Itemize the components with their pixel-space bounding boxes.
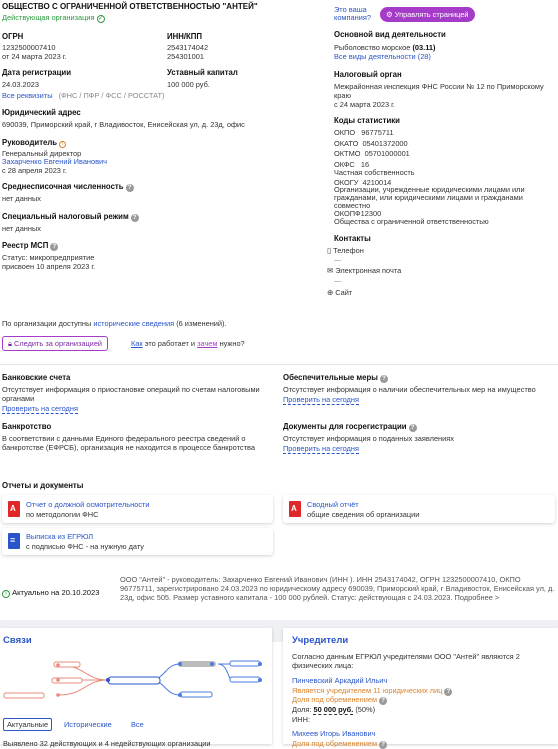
links-title: Связи <box>3 635 32 646</box>
tax-mode-label-text: Специальный налоговый режим <box>2 212 129 221</box>
company-status <box>2 13 105 23</box>
links-panel <box>0 628 272 748</box>
inn-label: ИНН/КПП <box>167 32 202 41</box>
info-icon: i <box>2 590 10 598</box>
question-icon[interactable]: ? <box>379 697 387 705</box>
sec-check-link[interactable]: Проверить на сегодня <box>283 395 359 404</box>
head-name-link[interactable]: Захарченко Евгений Иванович <box>2 157 108 166</box>
reg-label: Дата регистрации <box>2 68 71 77</box>
actual-label <box>2 588 99 598</box>
question-icon[interactable]: ? <box>444 688 452 696</box>
report-title[interactable]: Сводный отчёт <box>307 500 359 509</box>
ogrn-label: ОГРН <box>2 32 24 41</box>
question-icon[interactable]: ? <box>131 214 139 222</box>
sec-text: Отсутствует информация о наличии обеспечительных мер на имущество <box>283 385 536 394</box>
okpo: ОКПО 96775711 <box>334 128 394 137</box>
report-sub: с подписью ФНС - на нужную дату <box>26 542 144 551</box>
report-card-diligence[interactable] <box>2 495 273 523</box>
activity-value <box>334 43 435 52</box>
all-requisites-link[interactable]: Все реквизиты <box>2 91 53 100</box>
actual-summary <box>120 575 556 602</box>
phone-value: — <box>334 255 342 264</box>
capital-label: Уставный капитал <box>167 68 238 77</box>
phone-icon: ▯ <box>327 246 332 255</box>
okfs: ОКФС 16 <box>334 160 370 169</box>
tax-mode-value: нет данных <box>2 224 41 233</box>
bankr-title: Банкротство <box>2 422 52 431</box>
okato: ОКАТО 05401372000 <box>334 139 408 148</box>
founder-name-link[interactable]: Пинчевский Аркадий Ильич <box>292 676 388 685</box>
founder-encumbrance <box>292 739 387 749</box>
company-title: ОБЩЕСТВО С ОГРАНИЧЕННОЙ ОТВЕТСТВЕННОСТЬЮ "АНТЕЙ" <box>2 2 258 11</box>
check-icon: ✓ <box>98 16 104 22</box>
okfs-desc: Частная собственность <box>334 168 415 177</box>
tax-body: Межрайонная инспекция ФНС России № 12 по Приморскому краю <box>334 82 544 100</box>
msp-status: Статус: микропредприятие <box>2 253 95 262</box>
all-requisites <box>2 91 165 100</box>
share-value: 50 000 руб. <box>313 705 354 714</box>
avg-label <box>2 182 134 192</box>
sec-title <box>283 373 388 383</box>
phone-row <box>327 246 364 255</box>
pdf-icon <box>8 501 20 517</box>
more-link[interactable]: Подробнее > <box>454 593 500 602</box>
sec-title-text: Обеспечительные меры <box>283 373 378 382</box>
question-icon[interactable]: ? <box>380 375 388 383</box>
reg-date: 24.03.2023 <box>2 80 39 89</box>
phone-label: Телефон <box>333 246 364 255</box>
activity-code: (03.11) <box>412 43 436 52</box>
contacts-label: Контакты <box>334 234 371 243</box>
okopf-desc: Общества с ограниченной ответственностью <box>334 217 489 226</box>
question-icon[interactable]: ? <box>409 424 417 432</box>
tab-all[interactable]: Все <box>131 720 144 729</box>
capital-value: 100 000 руб. <box>167 80 210 89</box>
info-icon: ! <box>59 141 66 148</box>
tax-label: Налоговый орган <box>334 70 402 79</box>
founders-panel <box>283 628 558 748</box>
bank-text: Отсутствует информация о приостановке операций по счетам налоговыми органами <box>2 385 260 403</box>
report-title[interactable]: Отчет о должной осмотрительности <box>26 500 150 509</box>
lock-icon: 🔒︎ <box>8 339 12 348</box>
history-link[interactable]: исторические сведения <box>93 319 175 328</box>
bankr-text: В соответствии с данными Единого федерального реестра сведений о банкротстве (ЕФРСБ), организация не находится в процессе банкротства <box>2 434 255 452</box>
divider <box>0 364 558 365</box>
why-link[interactable]: зачем <box>197 339 218 348</box>
head-label-text: Руководитель <box>2 138 58 147</box>
encumbrance-text: Доля под обременением <box>292 739 378 748</box>
head-title: Генеральный директор <box>2 149 82 158</box>
head-since: с 28 апреля 2023 г. <box>2 166 67 175</box>
mail-icon: ✉ <box>327 266 334 275</box>
manage-page-button[interactable] <box>380 7 475 22</box>
globe-icon: ⊕ <box>327 288 334 297</box>
question-icon[interactable]: ? <box>50 243 58 251</box>
share-label: Доля: <box>292 705 312 714</box>
history-suffix: (6 изменений). <box>176 319 227 328</box>
email-value: — <box>334 276 342 285</box>
document-icon <box>8 533 20 549</box>
inn-value: 2543174042 <box>167 43 209 52</box>
how-link[interactable]: Как <box>131 339 143 348</box>
ogrn-date: от 24 марта 2023 г. <box>2 52 67 61</box>
report-sub: по методологии ФНС <box>26 510 99 519</box>
tab-actual[interactable]: Актуальные <box>3 718 52 731</box>
okogu: ОКОГУ 4210014 <box>334 178 392 187</box>
question-icon[interactable]: ? <box>126 184 134 192</box>
head-label <box>2 138 66 148</box>
how-end: нужно? <box>219 339 245 348</box>
site-row <box>327 288 352 297</box>
stat-label: Коды статистики <box>334 116 400 125</box>
msp-label-text: Реестр МСП <box>2 241 49 250</box>
founders-title: Учредители <box>292 635 349 646</box>
reports-title: Отчеты и документы <box>2 481 84 490</box>
msp-label <box>2 241 58 251</box>
okopf: ОКОПФ12300 <box>334 209 382 218</box>
bank-title: Банковские счета <box>2 373 71 382</box>
ogrn-value: 1232500007410 <box>2 43 56 52</box>
activity-text: Рыболовство морское <box>334 43 411 52</box>
report-title[interactable]: Выписка из ЕГРЮЛ <box>26 532 94 541</box>
address-value: 690039, Приморский край, г Владивосток, Енисейская ул, д. 23д, офис <box>2 120 245 129</box>
founder-note-text: Является учредителем 11 юридических лиц <box>292 686 443 695</box>
status-text: Действующая организация <box>2 13 95 22</box>
docs-title <box>283 422 417 432</box>
tab-historical[interactable]: Исторические <box>64 720 112 729</box>
oktmo: ОКТМО 05701000001 <box>334 149 410 158</box>
gear-icon: ⚙ <box>386 10 393 19</box>
links-summary: Выявлено 32 действующих и 4 недействующих организации <box>3 739 211 748</box>
tax-mode-label <box>2 212 139 222</box>
report-card-egrul[interactable] <box>2 528 273 555</box>
manage-page-label: Управлять страницей <box>394 10 469 19</box>
actual-summary-text: ООО "Антей" - руководитель: Захарченко Евгений Иванович (ИНН ). ИНН 2543174042, ОГРН 1232500007410, ОКПО 96775711, зарегистрировано 24.03.2023 по юридическому адресу 690039, Приморский край, г Владивосток, Енисейская ул, д. 23д, офис 505. Размер уставного капитала - 100 000 рублей. Статус: действующая с 24.03.2023. <box>120 575 555 602</box>
avg-label-text: Среднесписочная численность <box>2 182 124 191</box>
tax-since: с 24 марта 2023 г. <box>334 100 395 109</box>
founder-share <box>292 705 375 714</box>
how-mid: это работает и <box>144 339 196 348</box>
actual-label-text: Актуально на 20.10.2023 <box>12 588 100 597</box>
share-pct: (50%) <box>355 705 376 714</box>
pdf-icon <box>289 501 301 517</box>
founder-encumbrance <box>292 695 387 705</box>
links-graph[interactable] <box>0 652 272 704</box>
all-activities-link[interactable]: Все виды деятельности (28) <box>334 52 431 61</box>
avg-value: нет данных <box>2 194 41 203</box>
follow-button[interactable] <box>2 336 108 351</box>
founder-inn: ИНН: <box>292 715 311 724</box>
site-label: Сайт <box>335 288 353 297</box>
report-sub: общие сведения об организации <box>307 510 420 519</box>
email-label: Электронная почта <box>335 266 402 275</box>
history-line <box>2 319 227 328</box>
history-prefix: По организации доступны <box>2 319 92 328</box>
address-label: Юридический адрес <box>2 108 81 117</box>
okogu-desc: Организации, учрежденные юридическими лицами или гражданами, или юридическими лицами и гражданами совместно <box>334 185 525 210</box>
how-line <box>131 339 245 348</box>
owner-question-link[interactable]: Это ваша компания? <box>334 5 371 22</box>
founders-intro: Согласно данным ЕГРЮЛ учредителями ООО "Антей" являются 2 физических лица: <box>292 652 520 670</box>
msp-date: присвоен 10 апреля 2023 г. <box>2 262 96 271</box>
kpp-value: 254301001 <box>167 52 204 61</box>
founder-name-link[interactable]: Михеев Игорь Иванович <box>292 729 376 738</box>
encumbrance-text: Доля под обременением <box>292 695 378 704</box>
follow-label: Следить за организацией <box>14 339 103 348</box>
docs-title-text: Документы для госрегистрации <box>283 422 407 431</box>
docs-text: Отсутствует информация о поданных заявлениях <box>283 434 454 443</box>
email-row <box>327 266 401 275</box>
funds-text: (ФНС / ПФР / ФСС / РОССТАТ) <box>58 91 165 100</box>
question-icon[interactable]: ? <box>379 741 387 749</box>
bank-check-link[interactable]: Проверить на сегодня <box>2 404 78 413</box>
report-card-summary[interactable] <box>283 495 555 523</box>
docs-check-link[interactable]: Проверить на сегодня <box>283 444 359 453</box>
activity-label: Основной вид деятельности <box>334 30 446 39</box>
